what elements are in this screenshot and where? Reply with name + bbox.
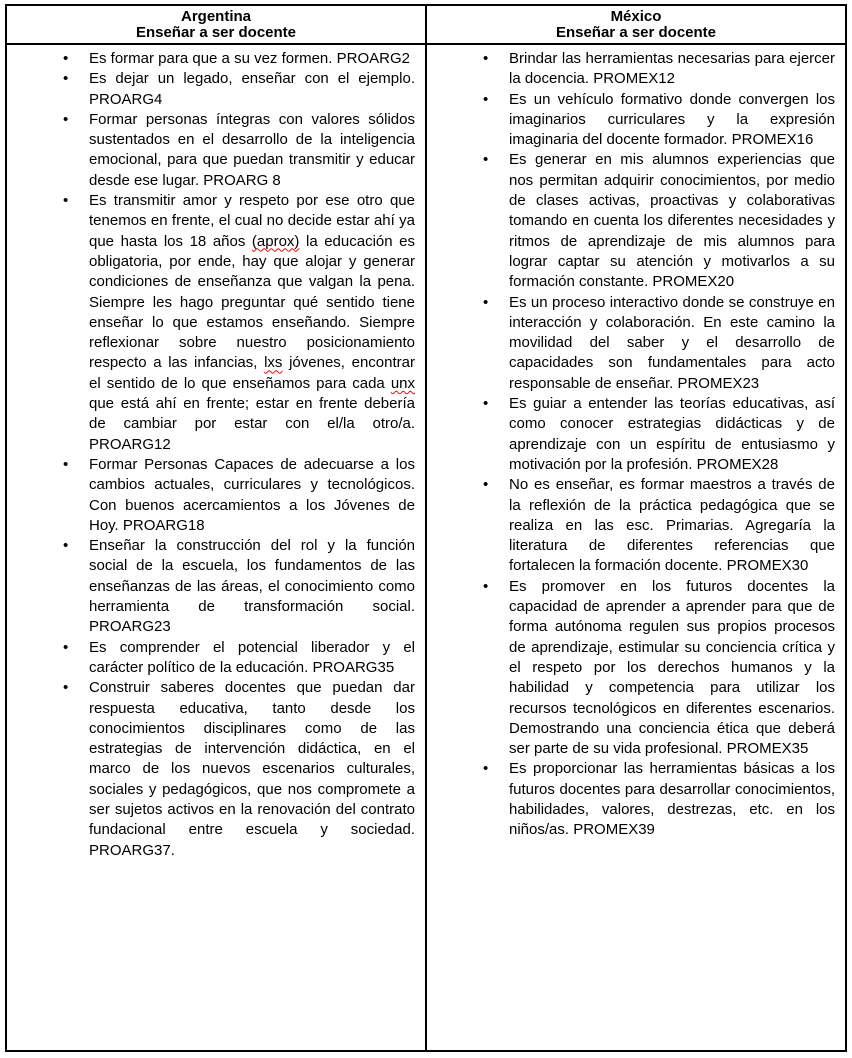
bullet-item: • Es dejar un legado, enseñar con el ejemplo. PROARG4 bbox=[89, 69, 415, 110]
bullet-item: • Brindar las herramientas necesarias para ejercer la docencia. PROMEX12 bbox=[509, 49, 835, 90]
column-subtitle-argentina: Enseñar a ser docente bbox=[135, 24, 297, 41]
bullet-item: • Es transmitir amor y respeto por ese otro que tenemos en frente, el cual no decide estar ahí ya que hasta los 18 años (aprox) la educación es obligatoria, por ende, hay que alojar y generar condiciones de enseñanza que valgan la pena. Siempre les hago preguntar qué sentido tiene enseñar lo que estamos enseñando. Siempre reflexionar sobre nuestro posicionamiento respecto a las infancias, lxs jóvenes, encontrar el sentido de lo que enseñamos para cada unx que está ahí en frente; estar en frente debería de cambiar por estar con el/la otro/a. PROARG12 bbox=[89, 191, 415, 455]
table-header-row bbox=[6, 5, 846, 44]
header-mexico bbox=[426, 5, 846, 44]
spellcheck-underline: lxs bbox=[264, 354, 283, 372]
bullet-item: • Es promover en los futuros docentes la capacidad de aprender a aprender para que de forma autónoma regulen sus propios procesos de aprendizaje, estimular su conciencia crítica y el respeto por los derechos humanos y la habilidad y competencia para utilizar los recursos tecnológicos en diferentes escenarios. Demostrando una conciencia ética que deberá ser parte de su vida profesional. PROMEX35 bbox=[509, 577, 835, 760]
country-name-mexico: México bbox=[610, 8, 662, 25]
bullet-item: • Es un proceso interactivo donde se construye en interacción y colaboración. En este camino la movilidad del saber y el desarrollo de capacidades son fundamentales para acto responsable de enseñar. PROMEX23 bbox=[509, 293, 835, 394]
bullet-item: • Es generar en mis alumnos experiencias que nos permitan adquirir conocimientos, por medio de clases activas, proactivas y colaborativas tomando en cuenta los diferentes necesidades y ritmos de aprendizaje de mis alumnos para lograr captar su atención y motivarlos a su formación constante. PROMEX20 bbox=[509, 150, 835, 292]
bullet-item: • Es proporcionar las herramientas básicas a los futuros docentes para desarrollar conocimientos, habilidades, valores, destrezas, etc. en los niños/as. PROMEX39 bbox=[509, 759, 835, 840]
bullet-item: • Es formar para que a su vez formen. PROARG2 bbox=[89, 49, 415, 69]
table-body-row bbox=[6, 44, 846, 1051]
bullet-item: • Es guiar a entender las teorías educativas, así como conocer estrategias didácticas y de aprendizaje con un espíritu de entusiasmo y motivación por la profesión. PROMEX28 bbox=[509, 394, 835, 475]
bullet-item: • Construir saberes docentes que puedan dar respuesta educativa, tanto desde los conocimientos disciplinares como de las estrategias de intervención didáctica, en el marco de los nuevos escenarios culturales, sociales y pedagógicos, que nos compromete a ser sujetos activos en la renovación del contrato fundacional entre escuela y sociedad. PROARG37. bbox=[89, 678, 415, 861]
header-argentina bbox=[6, 5, 426, 44]
bullet-item: • Enseñar la construcción del rol y la función social de la escuela, los fundamentos de las enseñanzas de las áreas, el conocimiento como herramienta de transformación social. PROARG23 bbox=[89, 536, 415, 637]
bullet-item: • Formar personas íntegras con valores sólidos sustentados en el desarrollo de la inteligencia emocional, para que puedan transmitir y educar desde ese lugar. PROARG 8 bbox=[89, 110, 415, 191]
bullet-item: • Formar Personas Capaces de adecuarse a los cambios actuales, curriculares y tecnológicos. Con buenos acercamientos a los Jóvenes de Hoy. PROARG18 bbox=[89, 455, 415, 536]
spellcheck-underline: unx bbox=[390, 374, 415, 392]
column-argentina bbox=[6, 44, 426, 1051]
mexico-items-list bbox=[429, 49, 843, 841]
column-subtitle-mexico: Enseñar a ser docente bbox=[555, 24, 717, 41]
country-name-argentina: Argentina bbox=[180, 8, 251, 25]
bullet-item: • Es un vehículo formativo donde convergen los imaginarios curriculares y la expresión imaginaria del docente formador. PROMEX16 bbox=[509, 90, 835, 151]
argentina-items-list bbox=[9, 49, 423, 861]
spellcheck-underline: (aprox) bbox=[251, 232, 300, 250]
comparison-table bbox=[5, 4, 847, 1052]
column-mexico bbox=[426, 44, 846, 1051]
bullet-item: • Es comprender el potencial liberador y el carácter político de la educación. PROARG35 bbox=[89, 638, 415, 679]
bullet-item: • No es enseñar, es formar maestros a través de la reflexión de la práctica pedagógica que se realiza en las esc. Primarias. Agregaría la literatura de diferentes referencias que fortalecen la formación docente. PROMEX30 bbox=[509, 475, 835, 576]
